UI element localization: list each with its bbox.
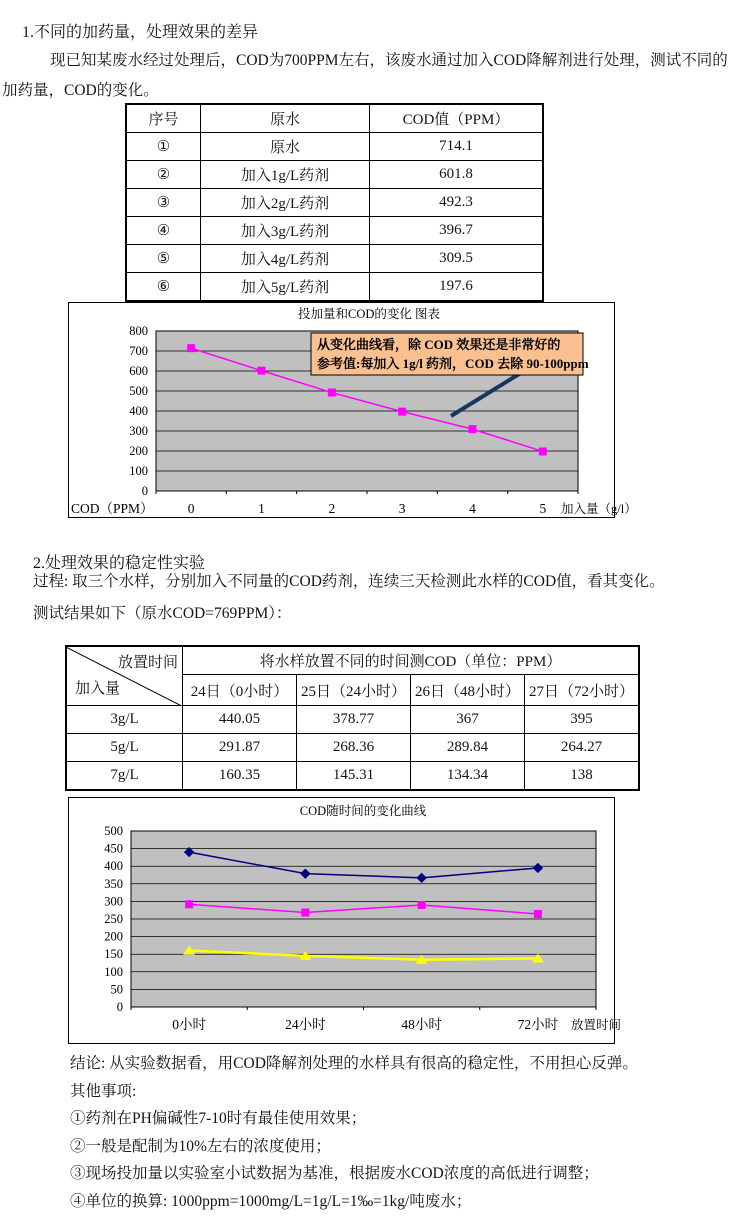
conclusion-line: ①药剂在PH偏碱性7-10时有最佳使用效果；	[70, 1110, 367, 1127]
cod-value: 396.7	[370, 217, 544, 245]
column-header: 原水	[201, 104, 370, 133]
column-header: 24日（0小时）	[183, 675, 297, 706]
sample-label: 加入4g/L药剂	[201, 245, 370, 273]
conclusion-line: ③现场投加量以实验室小试数据为基准，根据废水COD浓度的高低进行调整；	[70, 1165, 599, 1182]
y-axis-tick-label: 300	[104, 894, 123, 909]
section2-heading: 2.处理效果的稳定性实验	[33, 555, 206, 572]
cod-value: 289.84	[411, 734, 525, 762]
y-axis-tick-label: 250	[104, 912, 123, 926]
cod-value: 395	[525, 706, 640, 734]
x-axis-tick-label: 2	[328, 501, 336, 516]
square-marker	[328, 389, 335, 396]
y-axis-tick-label: 400	[129, 404, 148, 418]
x-axis-tick-label: 72小时	[517, 1017, 559, 1032]
table-row	[126, 133, 543, 161]
sample-label: 加入3g/L药剂	[201, 217, 370, 245]
table-row	[66, 762, 639, 791]
square-marker	[302, 909, 309, 916]
y-axis-tick-label: 0	[116, 1000, 123, 1014]
column-header: COD值（PPM）	[370, 104, 544, 133]
cod-value: 268.36	[297, 734, 411, 762]
cod-value: 378.77	[297, 706, 411, 734]
y-axis-tick-label: 400	[104, 859, 123, 874]
sample-label: 原水	[201, 133, 370, 161]
x-axis-title: 加入量（g/l）	[561, 502, 637, 516]
y-axis-tick-label: 50	[110, 982, 123, 997]
conclusion-line: 结论: 从实验数据看，用COD降解剂处理的水样具有很高的稳定性，不用担心反弹。	[70, 1055, 638, 1072]
process-paragraph: 过程: 取三个水样，分别加入不同量的COD药剂，连续三天检测此水样的COD值，看其变化。	[33, 573, 665, 590]
time-chart-box	[68, 797, 622, 1044]
cod-value: 264.27	[525, 734, 640, 762]
corner-label-top: 放置时间	[117, 655, 178, 671]
annotation-text: 参考值:每加入 1g/l 药剂，COD 去除 90-100ppm	[317, 356, 589, 371]
cod-value: 440.05	[183, 706, 297, 734]
cod-value: 160.35	[183, 762, 297, 791]
table-row	[126, 245, 543, 273]
x-axis-title: 放置时间	[571, 1018, 622, 1032]
y-axis-tick-label: 500	[104, 824, 123, 838]
dosage-chart-box	[68, 302, 637, 518]
conclusion-line: ④单位的换算: 1000ppm=1000mg/L=1g/L=1‰=1kg/吨废水；	[70, 1192, 472, 1210]
x-axis-tick-label: 1	[258, 501, 265, 516]
dosage-label: 5g/L	[66, 734, 183, 762]
row-index: ④	[126, 217, 201, 245]
y-axis-tick-label: 450	[104, 841, 123, 856]
row-index: ①	[126, 133, 201, 161]
square-marker	[469, 426, 476, 433]
square-marker	[186, 901, 193, 908]
x-axis-tick-label: 3	[398, 501, 406, 516]
cod-value: 197.6	[370, 273, 544, 302]
section1-heading: 1.不同的加药量，处理效果的差异	[22, 24, 259, 41]
table-row	[126, 217, 543, 245]
column-header: 序号	[126, 104, 201, 133]
table-row	[66, 734, 639, 762]
cod-value: 601.8	[370, 161, 544, 189]
column-header: 27日（72小时）	[525, 675, 640, 706]
sample-label: 加入1g/L药剂	[201, 161, 370, 189]
chart-title: COD随时间的变化曲线	[299, 804, 427, 818]
y-axis-tick-label: 600	[129, 364, 148, 378]
table-row	[66, 706, 639, 734]
cod-value: 138	[525, 762, 640, 791]
square-marker	[534, 910, 541, 917]
corner-label-bottom: 加入量	[75, 681, 121, 697]
cod-value: 492.3	[370, 189, 544, 217]
y-axis-tick-label: 100	[129, 464, 148, 478]
cod-value: 309.5	[370, 245, 544, 273]
x-axis-tick-label: 4	[469, 501, 476, 516]
square-marker	[188, 345, 195, 352]
span-header: 将水样放置不同的时间测COD（单位：PPM）	[183, 646, 640, 675]
annotation-text: 从变化曲线看，除 COD 效果还是非常好的	[317, 337, 561, 352]
y-axis-tick-label: 500	[129, 384, 148, 398]
intro-paragraph: 现已知某废水经过处理后，COD为700PPM左右，该废水通过加入COD降解剂进行处理，测试不同的加药量，COD的变化。	[2, 52, 728, 99]
y-axis-tick-label: 800	[129, 324, 148, 338]
cod-value: 134.34	[411, 762, 525, 791]
x-axis-tick-label: 48小时	[401, 1017, 442, 1032]
conclusion-block	[70, 1050, 638, 1215]
y-axis-tick-label: 700	[129, 344, 148, 358]
conclusion-line: 其他事项:	[70, 1082, 137, 1100]
x-axis-tick-label: 5	[539, 501, 547, 516]
y-axis-tick-label: 0	[141, 484, 148, 498]
row-index: ③	[126, 189, 201, 217]
table-row	[126, 161, 543, 189]
cod-value: 145.31	[297, 762, 411, 791]
table-row	[126, 189, 543, 217]
dosage-table	[125, 103, 544, 302]
square-marker	[539, 448, 546, 455]
x-axis-tick-label: 0小时	[172, 1017, 206, 1032]
y-axis-tick-label: 100	[104, 964, 123, 979]
square-marker	[399, 408, 406, 415]
stability-table	[65, 645, 640, 791]
cod-value: 714.1	[370, 133, 544, 161]
corner-cell	[66, 646, 183, 706]
conclusion-line: ②一般是配制为10%左右的浓度使用；	[70, 1137, 331, 1155]
y-axis-tick-label: 200	[129, 444, 148, 458]
x-axis-tick-label: 0	[187, 501, 195, 516]
result-note: 测试结果如下（原水COD=769PPM）：	[33, 605, 292, 622]
dosage-label: 7g/L	[66, 762, 183, 791]
y-axis-tick-label: 200	[104, 929, 123, 944]
sample-label: 加入2g/L药剂	[201, 189, 370, 217]
y-axis-tick-label: 350	[104, 876, 123, 891]
column-header: 25日（24小时）	[297, 675, 411, 706]
table-row	[126, 273, 543, 302]
column-header: 26日（48小时）	[411, 675, 525, 706]
dosage-cod-chart	[69, 303, 637, 517]
cod-value: 291.87	[183, 734, 297, 762]
y-axis-title: COD（PPM）	[71, 501, 154, 516]
row-index: ⑥	[126, 273, 201, 302]
cod-value: 367	[411, 706, 525, 734]
sample-label: 加入5g/L药剂	[201, 273, 370, 302]
square-marker	[418, 901, 425, 908]
row-index: ⑤	[126, 245, 201, 273]
cod-time-chart	[69, 798, 622, 1043]
x-axis-tick-label: 24小时	[285, 1017, 326, 1032]
row-index: ②	[126, 161, 201, 189]
y-axis-tick-label: 300	[129, 424, 148, 438]
chart-title: 投加量和COD的变化 图表	[297, 307, 441, 321]
y-axis-tick-label: 150	[104, 947, 123, 962]
dosage-label: 3g/L	[66, 706, 183, 734]
square-marker	[258, 367, 265, 374]
